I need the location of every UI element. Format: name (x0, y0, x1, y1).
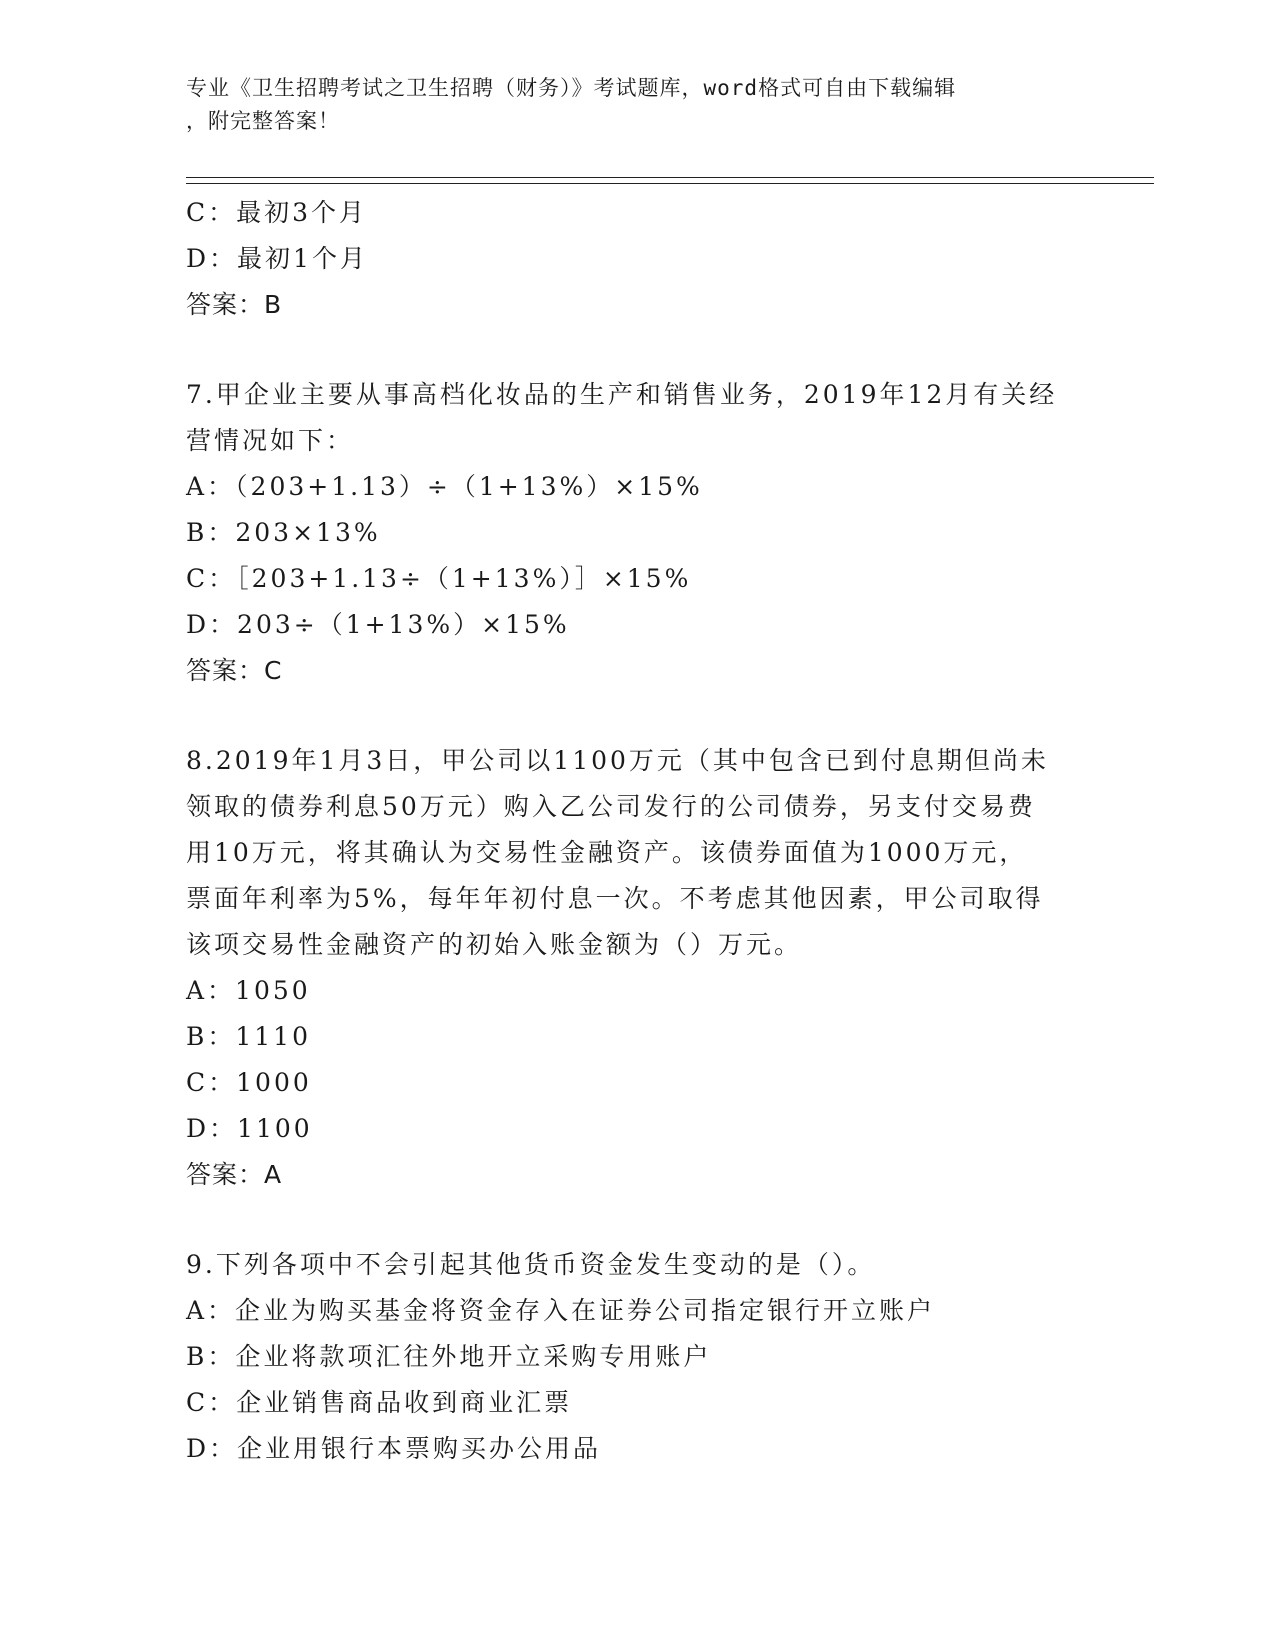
answer-line: 答案：B (186, 290, 283, 319)
option-a: A：企业为购买基金将资金存入在证券公司指定银行开立账户 (186, 1296, 936, 1325)
spacer (186, 694, 1086, 738)
option-c: C：企业销售商品收到商业汇票 (186, 1388, 573, 1417)
header-rule-bottom (186, 183, 1154, 184)
option-c: C：1000 (186, 1068, 312, 1097)
header-line-1: 专业《卫生招聘考试之卫生招聘（财务）》考试题库，word格式可自由下载编辑 (186, 76, 957, 100)
answer-line: 答案：C (186, 656, 283, 685)
question-text-line: 该项交易性金融资产的初始入账金额为（）万元。 (186, 930, 803, 959)
header-line-2: ，附完整答案！ (186, 109, 340, 133)
spacer (186, 328, 1086, 372)
document-body (186, 190, 1086, 1472)
question-text-line: 9.下列各项中不会引起其他货币资金发生变动的是（）。 (186, 1250, 876, 1279)
option-d: D：203÷（1+13%）×15% (186, 610, 570, 639)
option-b: B：203×13% (186, 518, 381, 547)
option-d: D：最初1个月 (186, 244, 368, 273)
option-b: B：企业将款项汇往外地开立采购专用账户 (186, 1342, 712, 1371)
option-a: A：1050 (186, 976, 311, 1005)
question-9 (186, 1242, 1086, 1472)
header-rule-top (186, 177, 1154, 178)
option-c: C：最初3个月 (186, 198, 368, 227)
question-text-line: 用10万元，将其确认为交易性金融资产。该债券面值为1000万元， (186, 838, 1028, 867)
question-text-line: 营情况如下： (186, 426, 355, 455)
question-text-line: 7.甲企业主要从事高档化妆品的生产和销售业务，2019年12月有关经 (186, 380, 1058, 409)
option-c: C：［203+1.13÷（1+13%）］×15% (186, 564, 692, 593)
question-7 (186, 372, 1086, 694)
option-d: D：企业用银行本票购买办公用品 (186, 1434, 602, 1463)
option-a: A：（203+1.13）÷（1+13%）×15% (186, 472, 703, 501)
option-d: D：1100 (186, 1114, 313, 1143)
question-6-tail (186, 190, 1086, 328)
spacer (186, 1198, 1086, 1242)
question-text-line: 8.2019年1月3日，甲公司以1100万元（其中包含已到付息期但尚未 (186, 746, 1049, 775)
question-text-line: 票面年利率为5%，每年年初付息一次。不考虑其他因素，甲公司取得 (186, 884, 1044, 913)
answer-line: 答案：A (186, 1160, 283, 1189)
option-b: B：1110 (186, 1022, 311, 1051)
page-header (186, 72, 1066, 138)
question-8 (186, 738, 1086, 1198)
question-text-line: 领取的债券利息50万元）购入乙公司发行的公司债券，另支付交易费 (186, 792, 1036, 821)
